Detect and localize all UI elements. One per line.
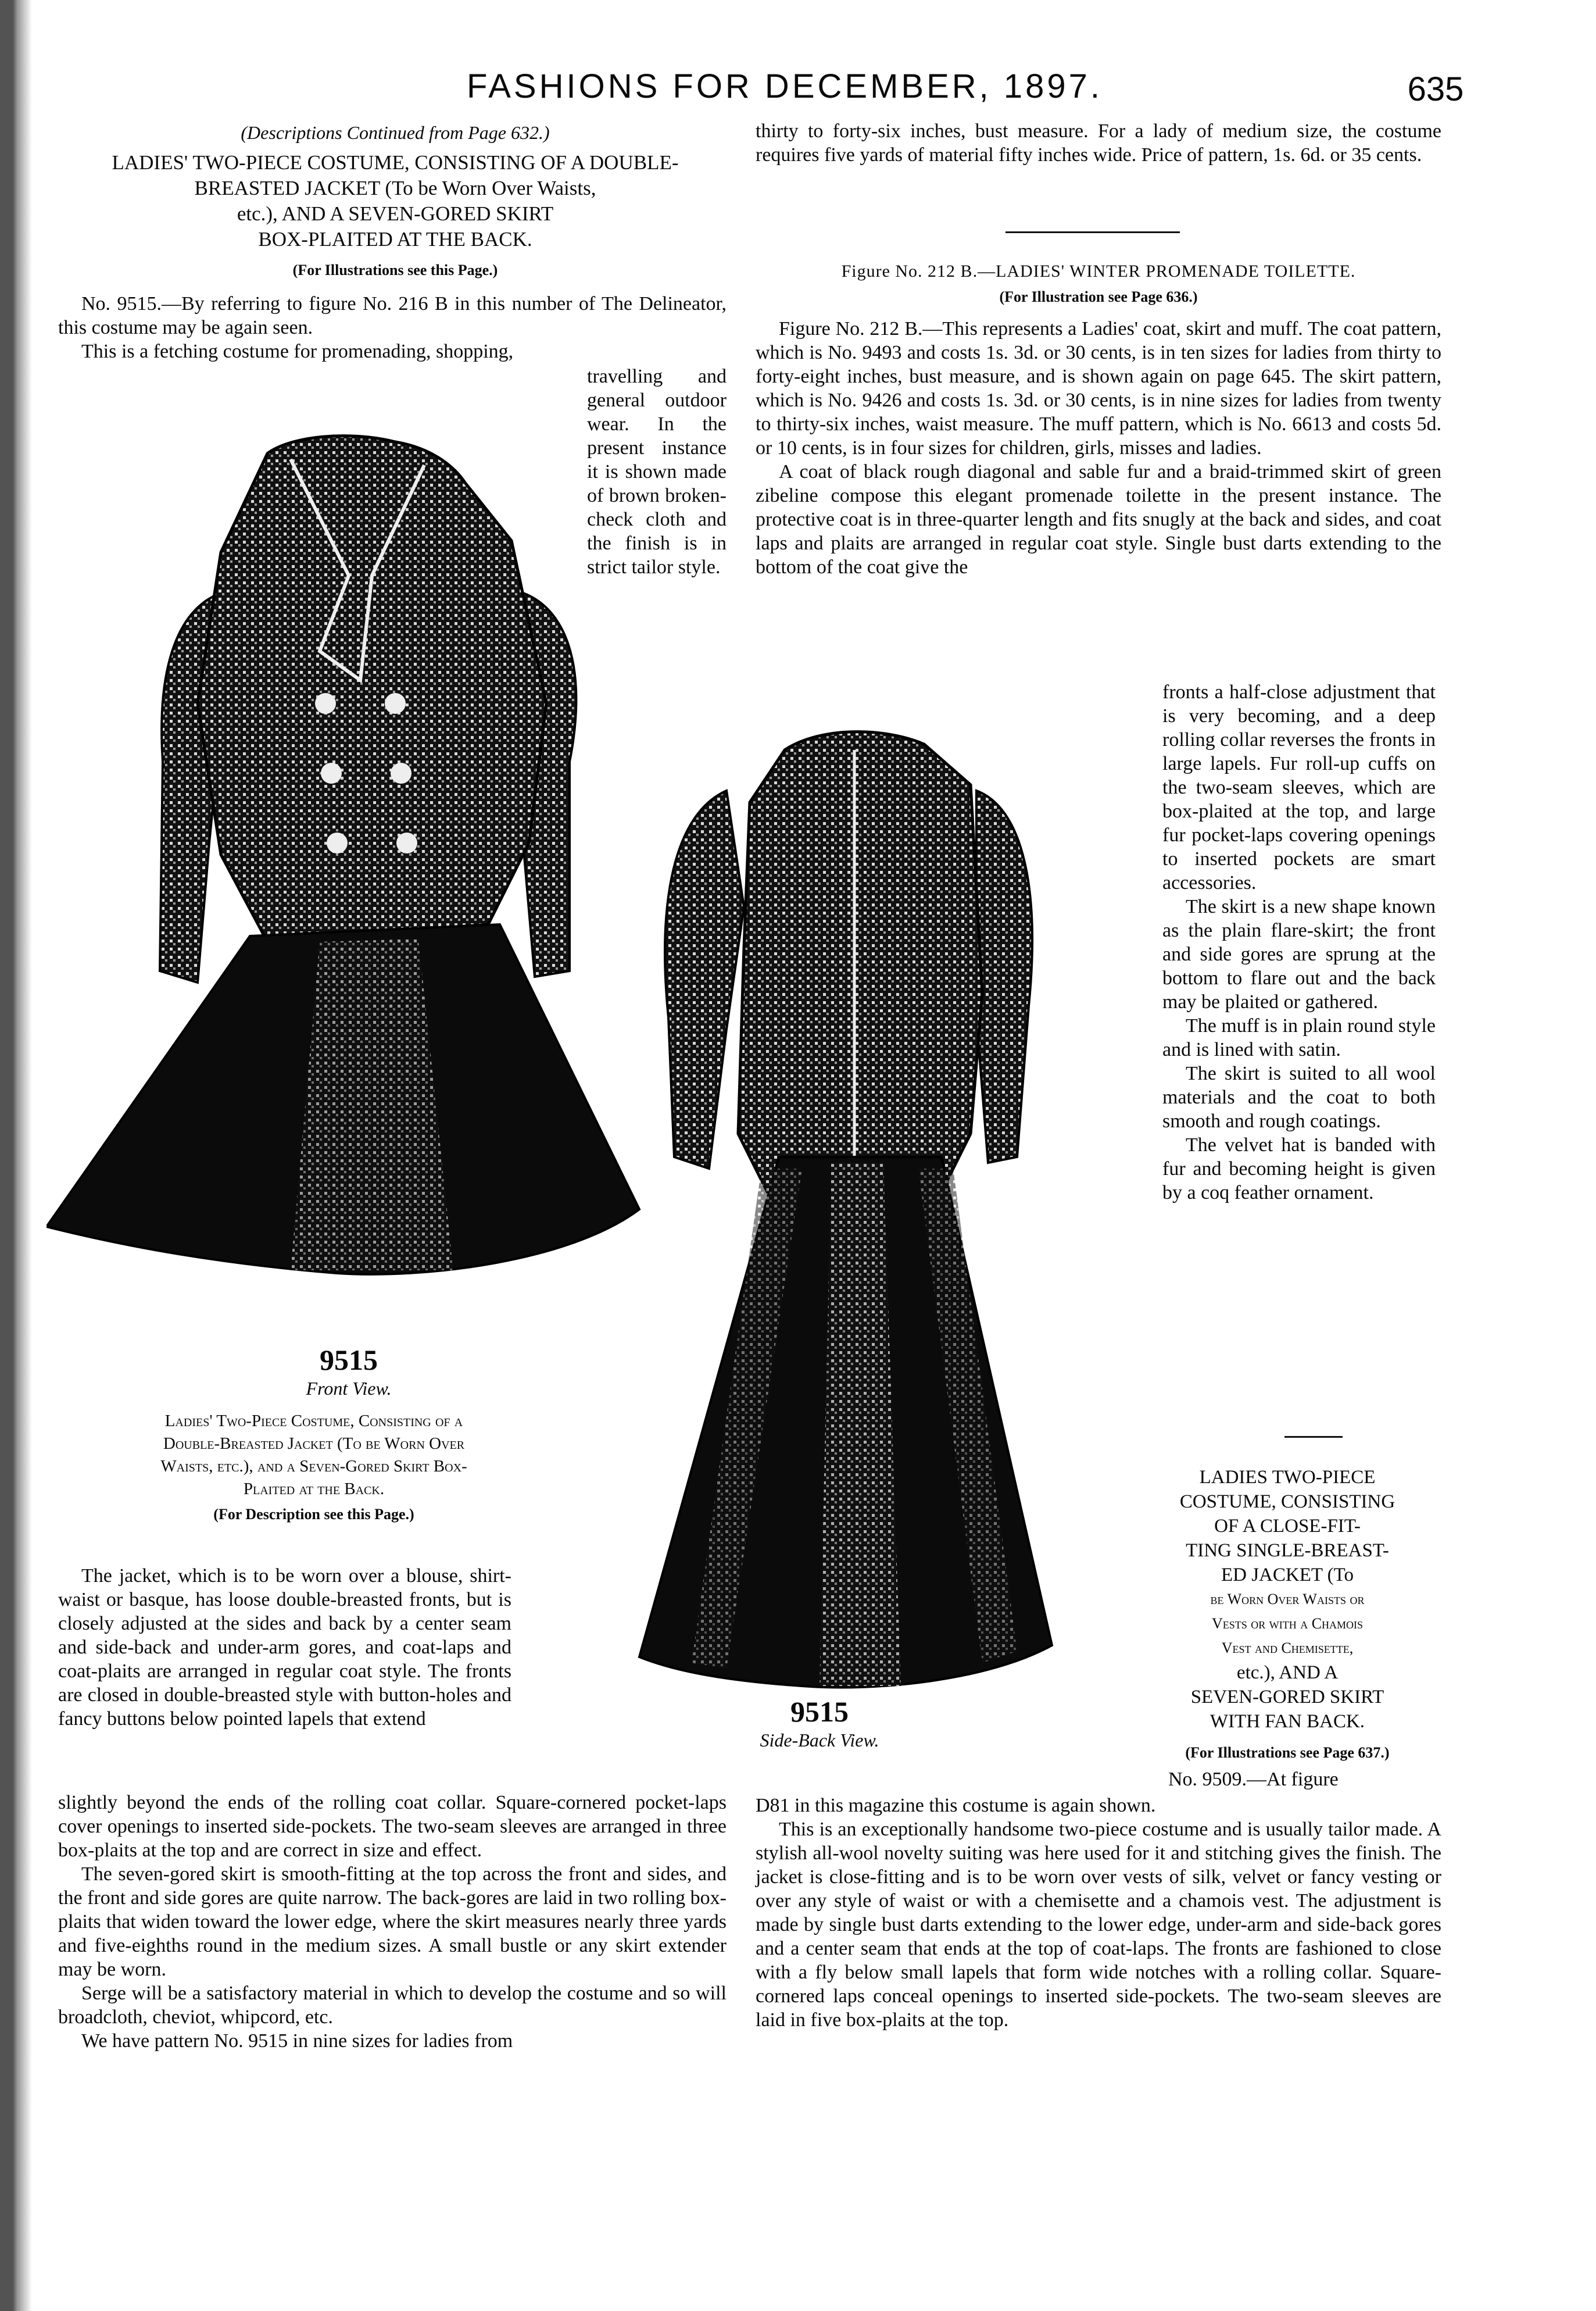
- heading-line: Vest and Chemisette,: [1221, 1640, 1354, 1656]
- illustration-note-9509: (For Illustrations see Page 637.): [1185, 1744, 1390, 1761]
- page-title: FASHIONS FOR DECEMBER, 1897.: [466, 67, 1103, 105]
- figure-view-back: Side-Back View.: [760, 1730, 879, 1751]
- heading-line: LADIES' TWO-PIECE COSTUME, CONSISTING OF A DOUBLE-: [112, 151, 679, 174]
- paragraph: Serge will be a satisfactory material in which to develop the costume and so will broadcloth, cheviot, whipcord, etc.: [58, 1983, 727, 2028]
- paragraph: We have pattern No. 9515 in nine sizes for ladies from: [81, 2030, 513, 2052]
- paragraph: fronts a half-close adjustment that is very becoming, and a deep rolling collar reverses the fronts in large lapels. Fur roll-up cuffs on the two-seam sleeves, which are box-plaited at the top, and large fur pocket-laps covering openings to inserted pockets are smart accessories.: [1162, 681, 1436, 894]
- caption-line: Plaited at the Back.: [243, 1480, 385, 1498]
- section-divider: [1005, 231, 1180, 233]
- caption-line: Double-Breasted Jacket (To be Worn Over: [163, 1434, 465, 1453]
- paragraph: The muff is in plain round style and is lined with satin.: [1162, 1015, 1436, 1060]
- paragraph: A coat of black rough diagonal and sable fur and a braid-trimmed skirt of green zibeline compose this elegant promenade toilette in the present instance. The protective coat is in three-quarter length and fits snugly at the back and sides, and coat laps and plaits are arranged in regular coat style. Single bust darts extending to the bottom of the coat give the: [756, 461, 1441, 578]
- figure-212b-text: [756, 317, 1441, 579]
- heading-line: LADIES TWO-PIECE: [1199, 1467, 1376, 1488]
- paragraph: No. 9515.—By referring to figure No. 216 B in this number of The Delineator, this costume may be again seen.: [58, 293, 727, 338]
- figure-view-front: Front View.: [306, 1378, 392, 1399]
- costume-front-illustration: [46, 401, 703, 1360]
- heading-line: ED JACKET (To: [1221, 1565, 1354, 1585]
- heading-line: COSTUME, CONSISTING: [1179, 1491, 1395, 1512]
- caption-line: Waists, etc.), and a Seven-Gored Skirt Box-: [160, 1457, 467, 1476]
- right-column-text: [756, 119, 1441, 167]
- description-note: (For Description see this Page.): [213, 1506, 414, 1523]
- illustration-note: (For Illustrations see this Page.): [292, 262, 498, 278]
- body-text-wrap: travelling and general outdoor wear. In the present instance it is shown made of brown broken-check cloth and the finish is in strict tailor style.: [587, 366, 727, 578]
- body-text: [58, 292, 727, 363]
- costume-heading: [52, 150, 738, 252]
- costume-9509-text: [756, 1794, 1441, 2032]
- heading-line: etc.), AND A: [1236, 1662, 1339, 1683]
- heading-line: OF A CLOSE-FIT-: [1214, 1516, 1361, 1537]
- heading-line: be Worn Over Waists or: [1210, 1591, 1365, 1608]
- costume-9509-intro: No. 9509.—At figure: [1168, 1769, 1339, 1790]
- costume-back-illustration: [610, 715, 1168, 1703]
- heading-line: etc.), AND A SEVEN-GORED SKIRT: [237, 202, 554, 225]
- heading-line: TING SINGLE-BREAST-: [1186, 1540, 1389, 1561]
- costume-9509-heading: [1133, 1465, 1441, 1734]
- paragraph: This is an exceptionally handsome two-piece costume and is usually tailor made. A stylish all-wool novelty suiting was here used for it and stitching gives the finish. The jacket is close-fitting and is to be worn over vests of silk, velvet or fancy vesting or over any style of waist or with a chemisette and a chamois vest. The adjustment is made by single bust darts extending to the lower edge, under-arm and side-back gores and a center seam that ends at the top of coat-laps. The fronts are fashioned to close with a fly below small lapels that form wide notches with a rolling collar. Square-cornered laps conceal openings to inserted side-pockets. The two-seam sleeves are laid in five box-plaits at the top.: [756, 1819, 1441, 2031]
- continued-note: (Descriptions Continued from Page 632.): [241, 122, 550, 143]
- figure-label-back: 9515: [790, 1695, 849, 1728]
- figure-212b-heading: Figure No. 212 B.—LADIES' WINTER PROMENADE TOILETTE.: [841, 262, 1356, 281]
- paragraph: Figure No. 212 B.—This represents a Ladies' coat, skirt and muff. The coat pattern, which is No. 9493 and costs 1s. 3d. or 30 cents, is in ten sizes for ladies from thirty to forty-eight inches, bust measure, and is shown again on page 645. The skirt pattern, which is No. 9426 and costs 1s. 3d. or 30 cents, is in nine sizes for ladies from twenty to thirty-six inches, waist measure. The muff pattern, which is No. 6613 and costs 5d. or 10 cents, is in four sizes for children, girls, misses and ladies.: [756, 318, 1441, 459]
- body-text-lower: [58, 1564, 511, 1731]
- paragraph: slightly beyond the ends of the rolling coat collar. Square-cornered pocket-laps cover openings to inserted side-pockets. The two-seam sleeves are arranged in three box-plaits at the top and are correct in size and effect.: [58, 1792, 727, 1861]
- illustration-note-212b: (For Illustration see Page 636.): [999, 288, 1198, 305]
- paragraph: thirty to forty-six inches, bust measure. For a lady of medium size, the costume requires five yards of material fifty inches wide. Price of pattern, 1s. 6d. or 35 cents.: [756, 120, 1441, 166]
- paragraph: The seven-gored skirt is smooth-fitting at the top across the front and sides, and the front and side gores are quite narrow. The back-gores are laid in two rolling box-plaits that widen toward the lower edge, where the skirt measures nearly three yards and five-eighths round in the medium sizes. A small bustle or any skirt extender may be worn.: [58, 1863, 727, 1980]
- heading-line: WITH FAN BACK.: [1209, 1711, 1365, 1732]
- section-divider: [1284, 1436, 1343, 1438]
- paragraph: The jacket, which is to be worn over a blouse, shirt-waist or basque, has loose double-breasted fronts, but is closely adjusted at the sides and back by a center seam and side-back and under-arm gores, and coat-laps and coat-plaits are arranged in regular coat style. The fronts are closed in double-breasted style with button-holes and fancy buttons below pointed lapels that extend: [58, 1565, 511, 1730]
- figure-label-front: 9515: [320, 1344, 378, 1376]
- body-text-lower-full: [58, 1791, 727, 2053]
- paragraph: This is a fetching costume for promenading, shopping,: [81, 341, 514, 362]
- heading-line: BREASTED JACKET (To be Worn Over Waists,: [194, 177, 596, 199]
- paragraph: The velvet hat is banded with fur and becoming height is given by a coq feather ornament.: [1162, 1134, 1436, 1203]
- heading-line: Vests or with a Chamois: [1211, 1615, 1364, 1632]
- page-number: 635: [1407, 70, 1464, 108]
- figure-caption: [58, 1410, 570, 1501]
- heading-line: SEVEN-GORED SKIRT: [1190, 1687, 1384, 1708]
- heading-line: BOX-PLAITED AT THE BACK.: [258, 228, 532, 251]
- figure-212b-wrap: [1162, 680, 1436, 1205]
- paragraph: The skirt is a new shape known as the plain flare-skirt; the front and side gores are sprung at the bottom to flare out and the back may be plaited or gathered.: [1162, 896, 1436, 1013]
- caption-line: Ladies' Two-Piece Costume, Consisting of a: [164, 1412, 463, 1430]
- paragraph: D81 in this magazine this costume is again shown.: [756, 1795, 1156, 1816]
- scan-edge-shadow: [0, 0, 52, 2311]
- paragraph: The skirt is suited to all wool materials and the coat to both smooth and rough coatings.: [1162, 1063, 1436, 1132]
